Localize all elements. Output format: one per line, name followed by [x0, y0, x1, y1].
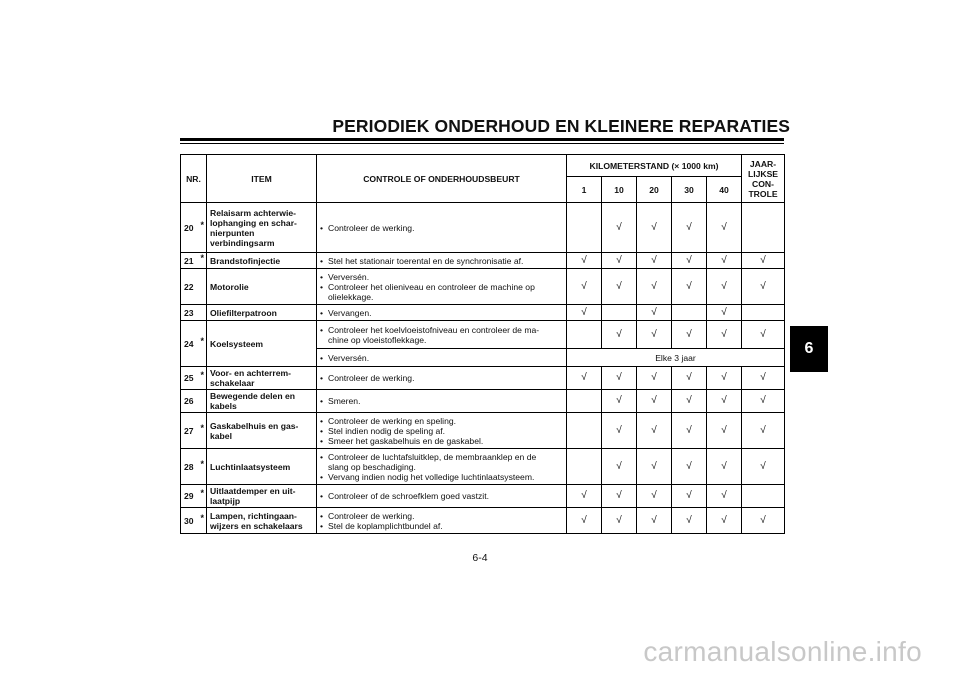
- check-mark: √: [672, 508, 707, 534]
- control-cell: [317, 203, 567, 253]
- check-mark: √: [637, 321, 672, 349]
- control-cell: [317, 449, 567, 485]
- header-item: ITEM: [207, 155, 317, 203]
- row-number-text: 22: [184, 281, 194, 292]
- check-mark: √: [707, 253, 742, 269]
- check-mark: √: [707, 203, 742, 253]
- check-mark: √: [602, 508, 637, 534]
- check-mark: √: [567, 508, 602, 534]
- row-number-text: 30: [184, 515, 194, 526]
- header-nr: NR.: [181, 155, 207, 203]
- title-rule-thin: [180, 143, 784, 144]
- control-item: • Stel het stationair toerental en de synchronisatie af.: [320, 256, 563, 266]
- check-mark: √: [602, 269, 637, 305]
- control-item: • Verversén.: [320, 272, 563, 282]
- check-mark: √: [707, 305, 742, 321]
- check-mark: √: [707, 390, 742, 413]
- row-number: [181, 367, 207, 390]
- table-row: [181, 485, 785, 508]
- control-item: • Controleer het olieniveau en controleer de machine op olielekkage.: [320, 282, 563, 302]
- empty-cell: [672, 305, 707, 321]
- maintenance-table: [180, 154, 785, 534]
- control-item: • Vervang indien nodig het volledige luchtinlaatsysteem.: [320, 472, 563, 482]
- check-mark: √: [567, 305, 602, 321]
- check-mark: √: [707, 413, 742, 449]
- header-km-col: 20: [637, 177, 672, 203]
- check-mark: √: [742, 390, 785, 413]
- row-number: [181, 413, 207, 449]
- watermark: carmanualsonline.info: [643, 636, 922, 667]
- check-mark: √: [742, 253, 785, 269]
- asterisk-mark: *: [200, 252, 204, 263]
- empty-cell: [567, 203, 602, 253]
- header-control: CONTROLE OF ONDERHOUDSBEURT: [317, 155, 567, 203]
- row-number-text: 28: [184, 461, 194, 472]
- control-cell: [317, 253, 567, 269]
- check-mark: √: [707, 269, 742, 305]
- row-number-text: 21: [184, 255, 194, 266]
- check-mark: √: [602, 485, 637, 508]
- control-cell: [317, 321, 567, 349]
- table-row: [181, 367, 785, 390]
- row-number: [181, 390, 207, 413]
- check-mark: √: [672, 253, 707, 269]
- control-cell: [317, 367, 567, 390]
- check-mark: √: [602, 390, 637, 413]
- table-row: [181, 203, 785, 253]
- control-item: • Controleer de werking en speling.: [320, 416, 563, 426]
- table-row: [181, 390, 785, 413]
- empty-cell: [567, 413, 602, 449]
- check-mark: √: [742, 321, 785, 349]
- check-mark: √: [567, 269, 602, 305]
- table-row: [181, 321, 785, 349]
- check-mark: √: [742, 269, 785, 305]
- asterisk-mark: *: [200, 370, 204, 380]
- control-item: • Smeer het gaskabelhuis en de gaskabel.: [320, 436, 563, 446]
- check-mark: √: [742, 449, 785, 485]
- header-km: KILOMETERSTAND (× 1000 km): [567, 155, 742, 177]
- item-name: Oliefilterpatroon: [207, 305, 317, 321]
- control-item: • Vervangen.: [320, 308, 563, 318]
- row-number: [181, 203, 207, 253]
- asterisk-mark: *: [200, 422, 204, 433]
- table-row: [181, 269, 785, 305]
- title-rule: [180, 138, 784, 141]
- control-item: • Controleer de luchtafsluitklep, de membraanklep en de slang op beschadiging.: [320, 452, 563, 472]
- check-mark: √: [742, 413, 785, 449]
- check-mark: √: [707, 367, 742, 390]
- check-mark: √: [602, 321, 637, 349]
- item-name: Lampen, richtingaan- wijzers en schakelaars: [207, 508, 317, 534]
- row-number: [181, 253, 207, 269]
- check-mark: √: [637, 449, 672, 485]
- table-row: [181, 305, 785, 321]
- check-mark: √: [602, 203, 637, 253]
- control-item: • Stel indien nodig de speling af.: [320, 426, 563, 436]
- control-item: • Verversén.: [320, 353, 563, 363]
- asterisk-mark: *: [200, 335, 204, 346]
- row-number: [181, 321, 207, 367]
- check-mark: √: [707, 321, 742, 349]
- interval-note: Elke 3 jaar: [567, 349, 785, 367]
- item-name: Koelsysteem: [207, 321, 317, 367]
- check-mark: √: [637, 413, 672, 449]
- control-item: • Controleer of de schroefklem goed vastzit.: [320, 491, 563, 501]
- item-name: Luchtinlaatsysteem: [207, 449, 317, 485]
- check-mark: √: [707, 508, 742, 534]
- row-number: [181, 305, 207, 321]
- table-row: [181, 449, 785, 485]
- check-mark: √: [637, 253, 672, 269]
- check-mark: √: [707, 449, 742, 485]
- control-cell: [317, 485, 567, 508]
- header-km-col: 1: [567, 177, 602, 203]
- empty-cell: [567, 449, 602, 485]
- row-number: [181, 485, 207, 508]
- check-mark: √: [672, 203, 707, 253]
- check-mark: √: [637, 367, 672, 390]
- check-mark: √: [567, 367, 602, 390]
- empty-cell: [567, 390, 602, 413]
- check-mark: √: [672, 269, 707, 305]
- control-cell: [317, 305, 567, 321]
- control-item: • Controleer de werking.: [320, 223, 563, 233]
- empty-cell: [742, 305, 785, 321]
- page-number: 6-4: [472, 552, 488, 564]
- control-item: • Controleer het koelvloeistofniveau en controleer de ma- chine op vloeistoflekkage.: [320, 325, 563, 345]
- check-mark: √: [672, 449, 707, 485]
- header-km-col: 40: [707, 177, 742, 203]
- empty-cell: [567, 321, 602, 349]
- item-name: Brandstofinjectie: [207, 253, 317, 269]
- check-mark: √: [637, 305, 672, 321]
- header-annual: JAAR- LIJKSE CON- TROLE: [742, 155, 785, 203]
- item-name: Motorolie: [207, 269, 317, 305]
- check-mark: √: [567, 485, 602, 508]
- control-item: • Controleer de werking.: [320, 373, 563, 383]
- check-mark: √: [742, 367, 785, 390]
- row-number-text: 25: [184, 373, 194, 383]
- asterisk-mark: *: [200, 219, 204, 230]
- item-name: Gaskabelhuis en gas- kabel: [207, 413, 317, 449]
- check-mark: √: [672, 390, 707, 413]
- header-km-col: 10: [602, 177, 637, 203]
- control-item: • Controleer de werking.: [320, 511, 563, 521]
- table-row: [181, 508, 785, 534]
- row-number-text: 26: [184, 396, 194, 406]
- control-cell: [317, 269, 567, 305]
- control-cell: [317, 413, 567, 449]
- row-number-text: 23: [184, 307, 194, 318]
- row-number-text: 20: [184, 222, 194, 233]
- row-number: [181, 449, 207, 485]
- asterisk-mark: *: [200, 458, 204, 469]
- empty-cell: [742, 485, 785, 508]
- control-cell: [317, 508, 567, 534]
- check-mark: √: [602, 367, 637, 390]
- check-mark: √: [637, 508, 672, 534]
- row-number: [181, 269, 207, 305]
- check-mark: √: [602, 449, 637, 485]
- empty-cell: [602, 305, 637, 321]
- table-row: [181, 413, 785, 449]
- check-mark: √: [742, 508, 785, 534]
- check-mark: √: [707, 485, 742, 508]
- chapter-tab[interactable]: 6: [790, 326, 828, 372]
- row-number-text: 29: [184, 491, 194, 501]
- check-mark: √: [567, 253, 602, 269]
- row-number-text: 27: [184, 425, 194, 436]
- empty-cell: [742, 203, 785, 253]
- check-mark: √: [637, 203, 672, 253]
- check-mark: √: [602, 253, 637, 269]
- table-row: [181, 253, 785, 269]
- check-mark: √: [672, 485, 707, 508]
- control-item: • Stel de koplamplichtbundel af.: [320, 521, 563, 531]
- check-mark: √: [602, 413, 637, 449]
- item-name: Uitlaatdemper en uit- laatpijp: [207, 485, 317, 508]
- item-name: Voor- en achterrem- schakelaar: [207, 367, 317, 390]
- asterisk-mark: *: [200, 512, 204, 523]
- check-mark: √: [637, 269, 672, 305]
- check-mark: √: [672, 321, 707, 349]
- control-cell: [317, 349, 567, 367]
- control-item: • Smeren.: [320, 396, 563, 406]
- check-mark: √: [672, 367, 707, 390]
- page-title: PERIODIEK ONDERHOUD EN KLEINERE REPARATIES: [332, 116, 790, 136]
- header-km-col: 30: [672, 177, 707, 203]
- check-mark: √: [637, 390, 672, 413]
- check-mark: √: [637, 485, 672, 508]
- row-number-text: 24: [184, 338, 194, 349]
- row-number: [181, 508, 207, 534]
- control-cell: [317, 390, 567, 413]
- asterisk-mark: *: [200, 488, 204, 498]
- check-mark: √: [672, 413, 707, 449]
- item-name: Relaisarm achterwie- lophanging en schar- nierpunten verbindingsarm: [207, 203, 317, 253]
- item-name: Bewegende delen en kabels: [207, 390, 317, 413]
